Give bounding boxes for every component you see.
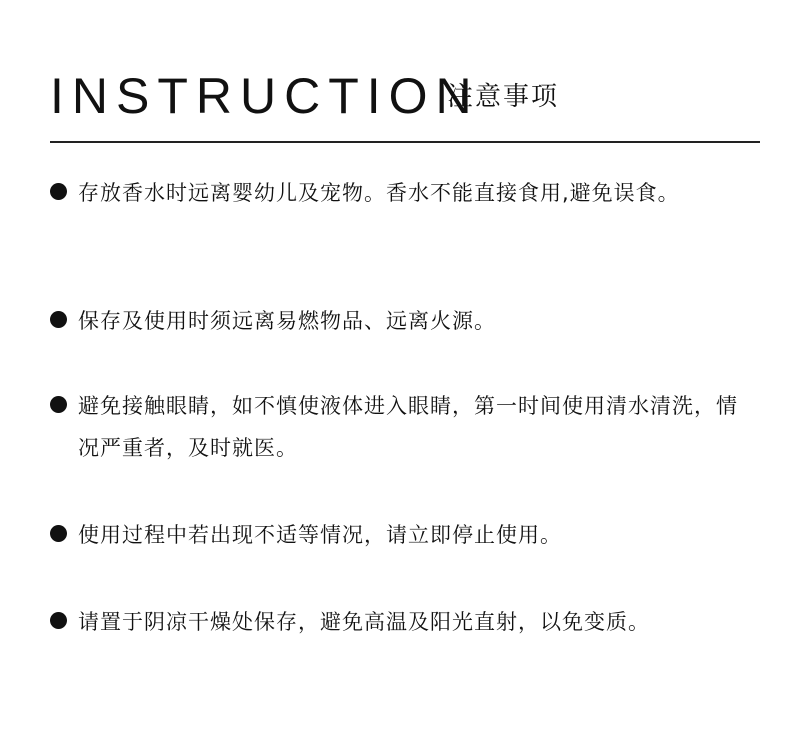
bullet-icon: [50, 612, 67, 629]
list-item-text: 存放香水时远离婴幼儿及宠物。香水不能直接食用,避免误食。: [78, 181, 680, 205]
page-subtitle: 注意事项: [447, 82, 560, 112]
header: [50, 66, 760, 126]
bullet-icon: [50, 311, 67, 328]
list-item-text: 避免接触眼睛，如不慎使液体进入眼睛，第一时间使用清水清洗，情况严重者，及时就医。: [78, 394, 738, 460]
list-item-text: 保存及使用时须远离易燃物品、远离火源。: [78, 309, 496, 333]
bullet-icon: [50, 525, 67, 542]
list-item-text: 使用过程中若出现不适等情况，请立即停止使用。: [78, 523, 562, 547]
divider: [50, 141, 760, 143]
list-item-text: 请置于阴凉干燥处保存，避免高温及阳光直射，以免变质。: [78, 610, 650, 634]
page-title: INSTRUCTION: [50, 68, 480, 124]
bullet-icon: [50, 396, 67, 413]
bullet-icon: [50, 183, 67, 200]
